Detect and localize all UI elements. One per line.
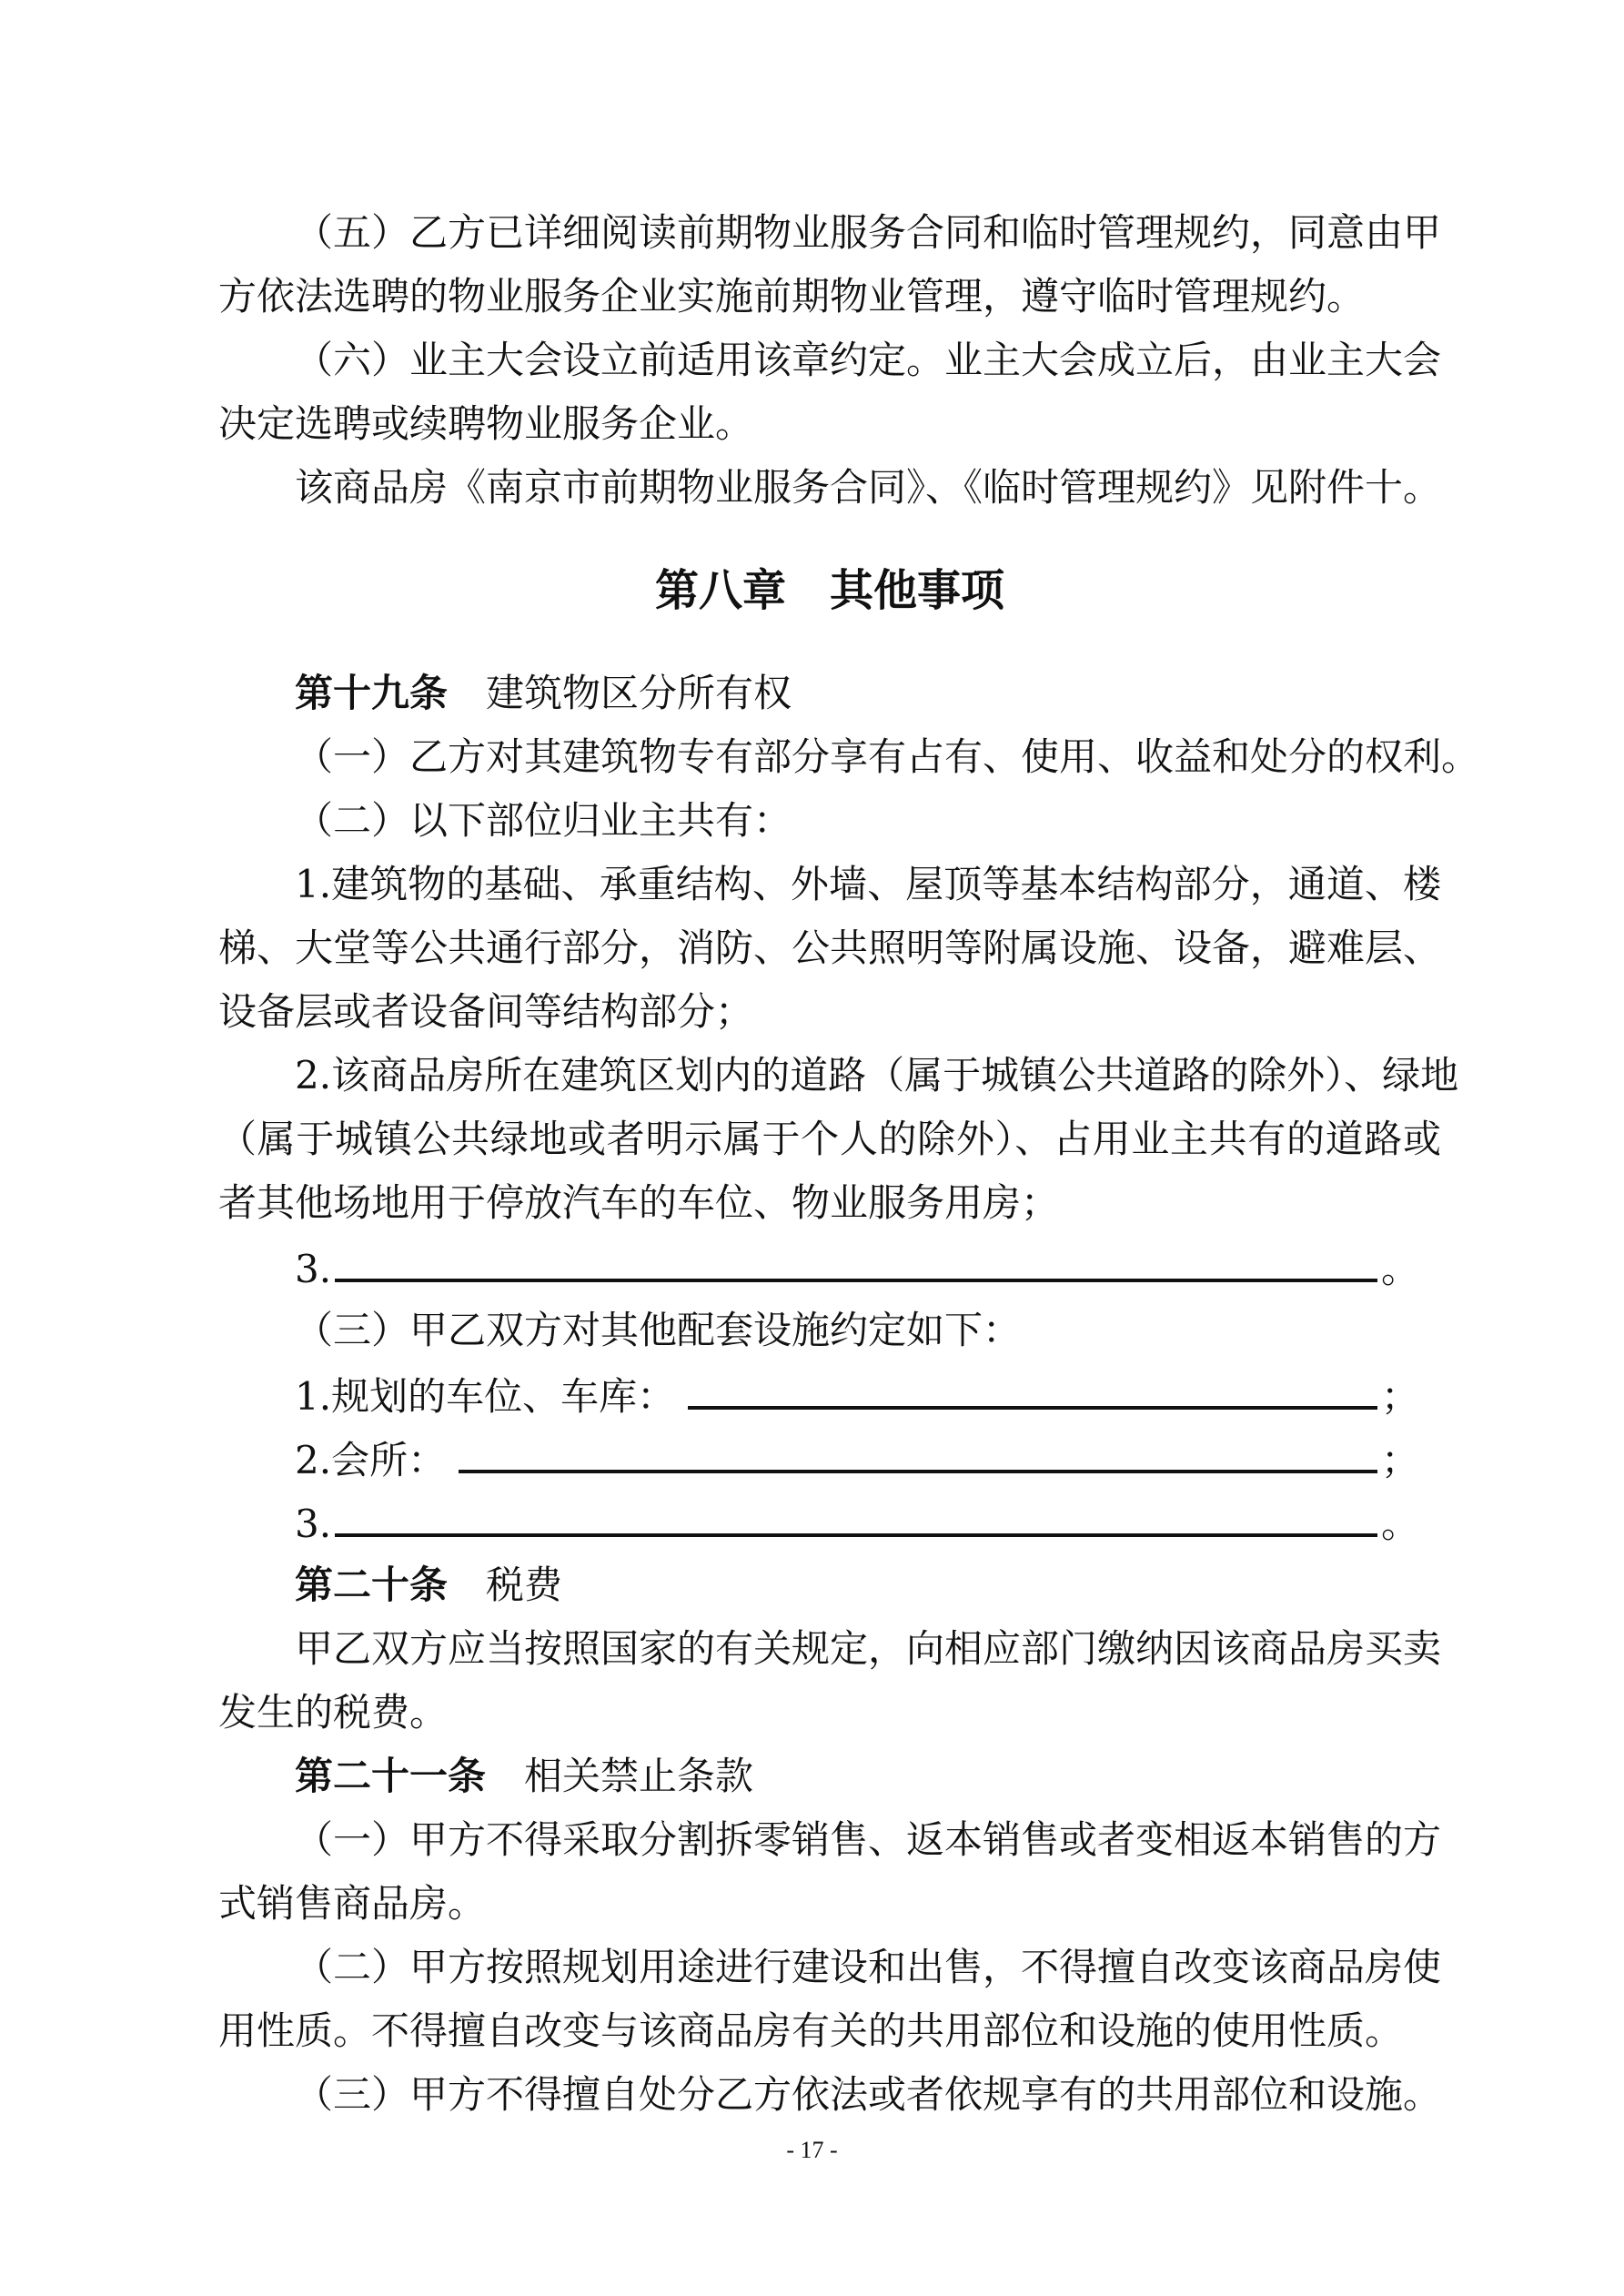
document-body — [218, 201, 1480, 2127]
paragraph-line: 1.建筑物的基础、承重结构、外墙、屋顶等基本结构部分，通道、楼 — [295, 862, 1441, 906]
paragraph-line: 梯、大堂等公共通行部分，消防、公共照明等附属设施、设备，避难层、 — [218, 925, 1442, 970]
paragraph-line: 甲乙双方应当按照国家的有关规定，向相应部门缴纳因该商品房买卖 — [295, 1626, 1442, 1671]
article-title: 建筑物区分所有权 — [486, 671, 792, 715]
paragraph — [218, 201, 1441, 329]
fill-in-punctuation: ； — [1380, 1374, 1419, 1419]
fill-in-blank-field[interactable] — [335, 1235, 1377, 1282]
article-number: 第十九条 — [295, 671, 449, 715]
fill-in-punctuation: 。 — [1380, 1247, 1419, 1291]
article-heading — [218, 662, 1441, 725]
paragraph-line: （三）甲方不得擅自处分乙方依法或者依规享有的共用部位和设施。 — [295, 2072, 1442, 2117]
paragraph — [218, 789, 1441, 853]
fill-in-blank-field[interactable] — [688, 1362, 1377, 1410]
paragraph-line: 决定选聘或续聘物业服务企业。 — [218, 401, 754, 446]
fill-in-line — [218, 1490, 1441, 1553]
chapter-heading — [218, 520, 1441, 662]
paragraph-line: （一）甲方不得采取分割拆零销售、返本销售或者变相返本销售的方 — [295, 1817, 1442, 1862]
paragraph — [218, 1936, 1441, 2063]
article-number: 第二十条 — [295, 1563, 449, 1607]
fill-in-punctuation: 。 — [1380, 1502, 1419, 1546]
fill-in-label: 2.会所： — [295, 1438, 447, 1482]
paragraph-line: 式销售商品房。 — [218, 1881, 487, 1926]
paragraph-line: （六）业主大会设立前适用该章约定。业主大会成立后，由业主大会 — [295, 338, 1442, 382]
paragraph — [218, 1617, 1441, 1745]
article-heading — [218, 1553, 1441, 1617]
fill-in-line — [218, 1235, 1441, 1299]
paragraph-line: 设备层或者设备间等结构部分； — [218, 989, 754, 1034]
paragraph — [218, 725, 1480, 789]
paragraph-line: 发生的税费。 — [218, 1690, 449, 1735]
fill-in-line — [218, 1362, 1441, 1426]
paragraph — [218, 1299, 1441, 1362]
paragraph-line: （三）甲乙双方对其他配套设施约定如下： — [295, 1308, 1022, 1352]
paragraph-line: 2.该商品房所在建筑区划内的道路（属于城镇公共道路的除外）、绿地 — [295, 1053, 1459, 1097]
paragraph-line: 用性质。不得擅自改变与该商品房有关的共用部位和设施的使用性质。 — [218, 2008, 1404, 2053]
paragraph-line: 者其他场地用于停放汽车的车位、物业服务用房； — [218, 1180, 1060, 1225]
article-heading — [218, 1745, 1441, 1808]
fill-in-label: 1.规划的车位、车库： — [295, 1374, 676, 1419]
paragraph-line: （属于城镇公共绿地或者明示属于个人的除外）、占用业主共有的道路或 — [218, 1117, 1441, 1161]
paragraph-line: （二）甲方按照规划用途进行建设和出售，不得擅自改变该商品房使 — [295, 1945, 1442, 1989]
paragraph — [218, 1808, 1441, 1936]
fill-in-label: 3. — [295, 1502, 332, 1546]
paragraph-line: 该商品房《南京市前期物业服务合同》、《临时管理规约》见附件十。 — [295, 465, 1442, 510]
fill-in-line — [218, 1426, 1441, 1490]
paragraph — [218, 853, 1441, 1044]
chapter-title: 第八章 其他事项 — [654, 565, 1004, 616]
paragraph-line: （五）乙方已详细阅读前期物业服务合同和临时管理规约，同意由甲 — [295, 210, 1442, 255]
paragraph — [218, 2063, 1441, 2127]
fill-in-punctuation: ； — [1380, 1438, 1419, 1482]
article-title: 税费 — [486, 1563, 563, 1607]
article-number: 第二十一条 — [295, 1754, 487, 1798]
paragraph-line: （二）以下部位归业主共有： — [295, 798, 792, 843]
fill-in-blank-field[interactable] — [459, 1426, 1377, 1473]
paragraph — [218, 456, 1441, 520]
fill-in-blank-field[interactable] — [335, 1490, 1377, 1537]
page-number: - 17 - — [786, 2137, 838, 2163]
paragraph-line: （一）乙方对其建筑物专有部分享有占有、使用、收益和处分的权利。 — [295, 734, 1480, 779]
fill-in-label: 3. — [295, 1247, 332, 1291]
paragraph-line: 方依法选聘的物业服务企业实施前期物业管理，遵守临时管理规约。 — [218, 274, 1366, 319]
article-title: 相关禁止条款 — [524, 1754, 754, 1798]
paragraph — [218, 329, 1441, 456]
paragraph — [218, 1044, 1459, 1235]
